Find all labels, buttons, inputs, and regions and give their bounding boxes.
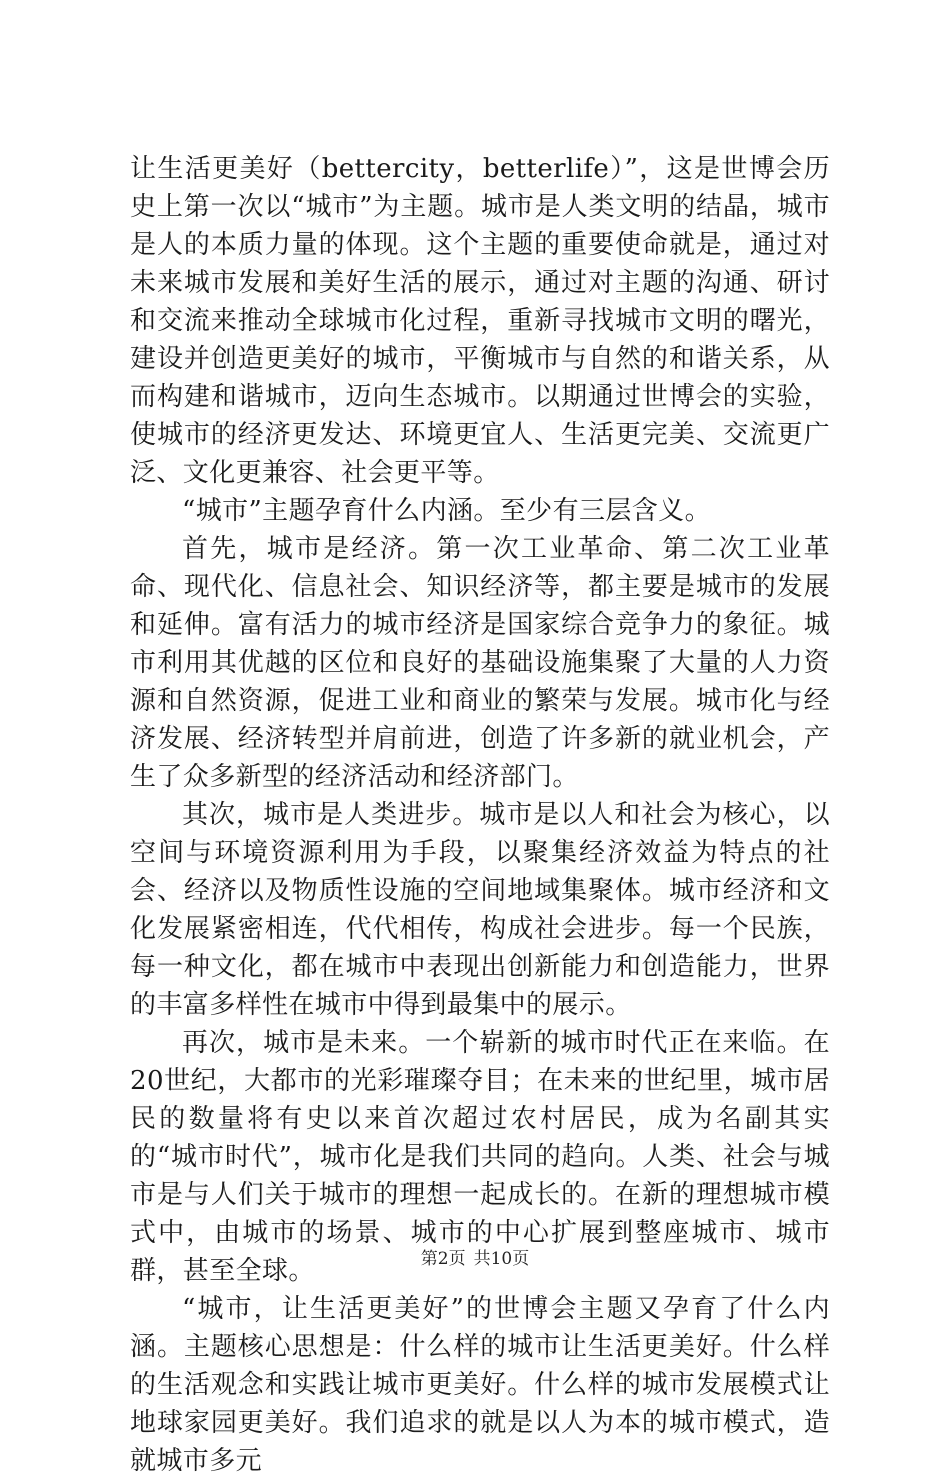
page-number: 第2页	[420, 1249, 466, 1269]
paragraph-6: “城市，让生活更美好”的世博会主题又孕育了什么内涵。主题核心思想是：什么样的城市让生活更美好。什么样的生活观念和实践让城市更美好。什么样的城市发展模式让地球家园更美好。我们追求的就是以人为本的城市模式，造就城市多元	[130, 1294, 830, 1476]
paragraph-4: 其次，城市是人类进步。城市是以人和社会为核心，以空间与环境资源利用为手段，以聚集经济效益为特点的社会、经济以及物质性设施的空间地域集聚体。城市经济和文化发展紧密相连，代代相传，构成社会进步。每一个民族，每一种文化，都在城市中表现出创新能力和创造能力，世界的丰富多样性在城市中得到最集中的展示。	[130, 800, 830, 1020]
body-text	[130, 150, 830, 1480]
paragraph-1: 让生活更美好（bettercity，betterlife）”，这是世博会历史上第一次以“城市”为主题。城市是人类文明的结晶，城市是人的本质力量的体现。这个主题的重要使命就是，通过对未来城市发展和美好生活的展示，通过对主题的沟通、研讨和交流来推动全球城市化过程，重新寻找城市文明的曙光，建设并创造更美好的城市，平衡城市与自然的和谐关系，从而构建和谐城市，迈向生态城市。以期通过世博会的实验，使城市的经济更发达、环境更宜人、生活更完美、交流更广泛、文化更兼容、社会更平等。	[130, 154, 830, 488]
page-footer	[0, 1248, 950, 1270]
paragraph-2: “城市”主题孕育什么内涵。至少有三层含义。	[182, 496, 711, 526]
paragraph-3: 首先，城市是经济。第一次工业革命、第二次工业革命、现代化、信息社会、知识经济等，都主要是城市的发展和延伸。富有活力的城市经济是国家综合竞争力的象征。城市利用其优越的区位和良好的基础设施集聚了大量的人力资源和自然资源，促进工业和商业的繁荣与发展。城市化与经济发展、经济转型并肩前进，创造了许多新的就业机会，产生了众多新型的经济活动和经济部门。	[130, 534, 830, 792]
page-total: 共10页	[473, 1249, 530, 1269]
paragraph-5: 再次，城市是未来。一个崭新的城市时代正在来临。在20世纪，大都市的光彩璀璨夺目；在未来的世纪里，城市居民的数量将有史以来首次超过农村居民，成为名副其实的“城市时代”，城市化是我们共同的趋向。人类、社会与城市是与人们关于城市的理想一起成长的。在新的理想城市模式中，由城市的场景、城市的中心扩展到整座城市、城市群，甚至全球。	[130, 1028, 830, 1286]
